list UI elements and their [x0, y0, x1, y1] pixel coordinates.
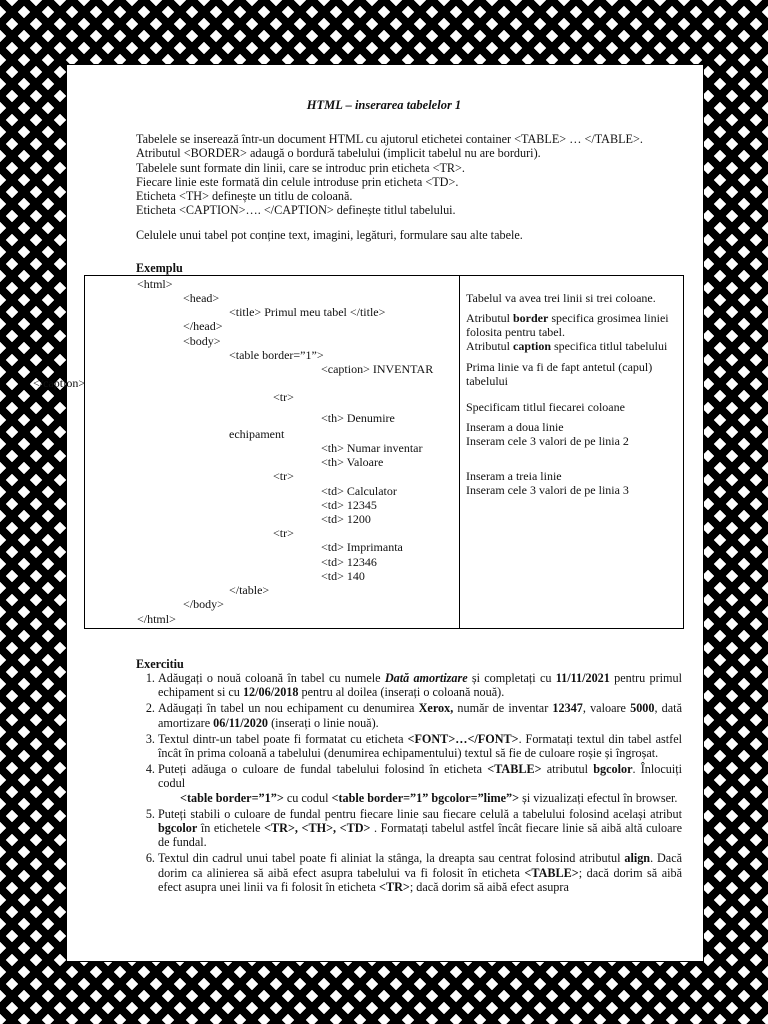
exercise-item: 6. Textul din cadrul unui tabel poate fi aliniat la stânga, la dreapta sau centrat folosind atributul align. Dacă dorim ca alinierea să aibă efect asupra tabelului va fi folosit în eticheta <TABLE>; dacă dorim să aibă efect asupra unei linii va fi folosit în eticheta <TR>; dacă dorim să aibă efect asupra [158, 851, 684, 894]
code-line: <table border=”1”> [229, 347, 324, 362]
exercise-item: 5. Puteți stabili o culoare de fundal pentru fiecare linie sau fiecare celulă a tabelului folosind același atribut bgcolor în etichetele <TR>, <TH>, <TD> . Formatați tabelul astfel încât fiecare linie să aibă altă culoare de fundal. [158, 807, 684, 850]
code-line: <tr> [273, 526, 294, 541]
note: Inseram a doua linie [466, 420, 564, 435]
exercise-item: 4. Puteți adăuga o culoare de fundal tabelului folosind în eticheta <TABLE> atributul bgcolor. Înlocuiți codul <table border=”1”> cu codul <table border=”1” bgcolor=”lime”> și vizualizați efectul în browser. [158, 762, 684, 805]
intro-section [84, 132, 684, 242]
intro-paragraph: Celulele unui tabel pot conține text, imagini, legături, formulare sau alte tabele. [136, 228, 523, 243]
code-line: <td> Imprimanta [321, 540, 403, 555]
note: Prima linie va fi de fapt antetul (capul) tabelului [466, 359, 653, 388]
code-line: <title> Primul meu tabel </title> [229, 305, 386, 320]
note: Specificam titlul fiecarei coloane [466, 400, 625, 415]
code-line: </body> [183, 597, 224, 612]
code-line: <td> Calculator [321, 483, 397, 498]
code-line: <td> 12345 [321, 497, 377, 512]
intro-line: Atributul <BORDER> adaugă o bordură tabelului (implicit tabelul nu are borduri). [136, 146, 541, 161]
intro-line: Tabelele sunt formate din linii, care se introduc prin eticheta <TR>. [136, 160, 465, 175]
exercises-section [84, 657, 684, 894]
exercises-heading: Exercitiu [136, 656, 184, 671]
code-column [33, 275, 460, 628]
code-line: <head> [183, 291, 220, 306]
code-line: <html> [137, 276, 173, 291]
example-table [33, 275, 684, 629]
code-line: <th> Numar inventar [321, 441, 423, 456]
code-line: echipament [229, 426, 285, 441]
note: Atributul caption specifica titlul tabelului [466, 339, 668, 354]
intro-line: Fiecare linie este formată din celule introduse prin eticheta <TD>. [136, 174, 459, 189]
notes-column [460, 275, 684, 628]
note: Inseram a treia linie [466, 468, 562, 483]
intro-line: Eticheta <CAPTION>…. </CAPTION> definește titlul tabelului. [136, 203, 456, 218]
intro-line [84, 132, 684, 146]
code-line: <td> 140 [321, 568, 365, 583]
exercise-item: 1. Adăugați o nouă coloană în tabel cu numele Dată amortizare și completați cu 11/11/2021 pentru primul echipament si cu 12/06/2018 pentru al doilea (inserați o coloană nouă). [158, 671, 684, 699]
note: Tabelul va avea trei linii si trei coloane. [466, 290, 656, 305]
code-line: <th> Denumire [321, 410, 395, 425]
note: Inseram cele 3 valori de pe linia 3 [466, 482, 629, 497]
exercise-item: 3. Textul dintr-un tabel poate fi formatat cu eticheta <FONT>…</FONT>. Formatați textul din tabel astfel încât în prima coloană a tabelului (denumirea echipamentului) textul să fie de culoare roșie și îngroșat. [158, 732, 684, 760]
code-line: </html> [137, 611, 176, 626]
exercise-item: 2. Adăugați în tabel un nou echipament cu denumirea Xerox, număr de inventar 12347, valoare 5000, dată amortizare 06/11/2020 (inserați o linie nouă). [158, 701, 684, 729]
code-line: </table> [229, 583, 270, 598]
code-line: <tr> [273, 469, 294, 484]
code-line: <caption> INVENTAR [321, 362, 434, 377]
note: Inseram cele 3 valori de pe linia 2 [466, 434, 629, 449]
code-line: </head> [183, 319, 223, 334]
code-line: <tr> [273, 390, 294, 405]
document-page [33, 90, 684, 950]
example-heading: Exemplu [136, 260, 183, 275]
code-line: <body> [183, 333, 221, 348]
code-line: <td> 12346 [321, 554, 377, 569]
code-line: </caption> [33, 376, 86, 391]
intro-line: Eticheta <TH> definește un titlu de coloană. [136, 189, 353, 204]
intro-line-text: Tabelele se inserează într-un document HTML cu ajutorul etichetei container <TABLE> … </TABLE>. [136, 132, 643, 147]
document-title: HTML – inserarea tabelelor 1 [306, 98, 462, 112]
exercise-list [84, 671, 684, 894]
note: Atributul border specifica grosimea liniei folosita pentru tabel. [466, 311, 669, 340]
code-line: <th> Valoare [321, 455, 384, 470]
code-line: <td> 1200 [321, 512, 371, 527]
